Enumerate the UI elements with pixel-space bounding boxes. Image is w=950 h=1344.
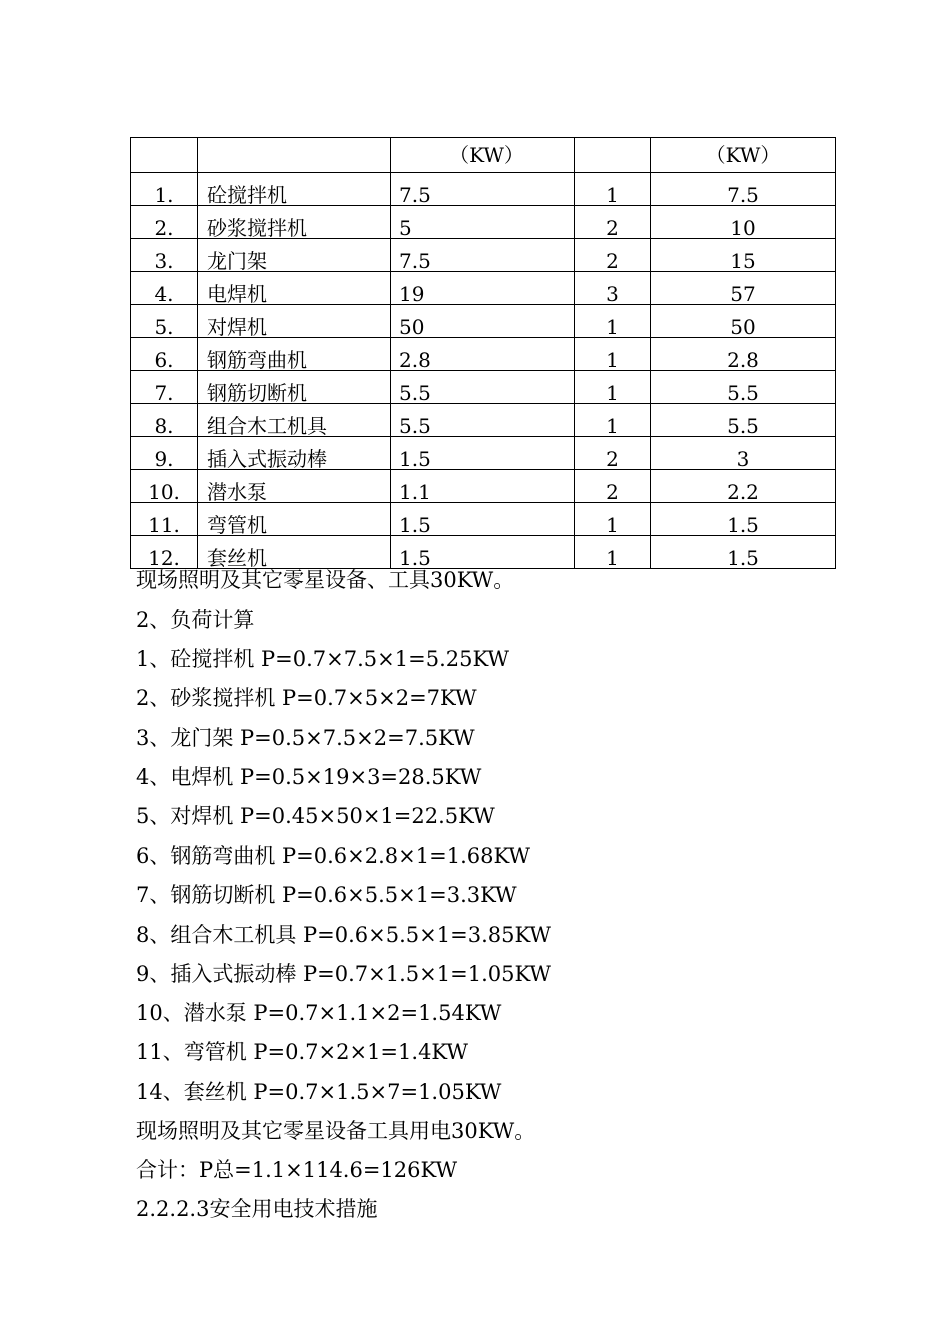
equipment-name-cell: 钢筋弯曲机 bbox=[198, 338, 391, 371]
row-number-cell: 5. bbox=[131, 305, 198, 338]
header-cell-quantity bbox=[575, 138, 651, 173]
calc-line-10: 10、潜水泵 P=0.7×1.1×2=1.54KW bbox=[136, 1001, 502, 1025]
total-power-cell: 57 bbox=[651, 272, 836, 305]
quantity-cell: 1 bbox=[575, 404, 651, 437]
calc-line-4: 4、电焊机 P=0.5×19×3=28.5KW bbox=[136, 765, 482, 789]
calc-line-3: 3、龙门架 P=0.5×7.5×2=7.5KW bbox=[136, 726, 475, 750]
calc-line-5: 5、对焊机 P=0.45×50×1=22.5KW bbox=[136, 804, 495, 828]
equipment-name-cell: 砼搅拌机 bbox=[198, 173, 391, 206]
equipment-name-cell: 对焊机 bbox=[198, 305, 391, 338]
total-power-cell: 2.8 bbox=[651, 338, 836, 371]
row-number-cell: 1. bbox=[131, 173, 198, 206]
rated-power-cell: 5.5 bbox=[391, 371, 575, 404]
table-row bbox=[131, 338, 836, 371]
total-power-cell: 7.5 bbox=[651, 173, 836, 206]
table-row bbox=[131, 239, 836, 272]
row-number-cell: 10. bbox=[131, 470, 198, 503]
table-row bbox=[131, 437, 836, 470]
total-line: 合计：P总=1.1×114.6=126KW bbox=[136, 1158, 458, 1182]
row-number-cell: 3. bbox=[131, 239, 198, 272]
rated-power-cell: 5.5 bbox=[391, 404, 575, 437]
table-row bbox=[131, 371, 836, 404]
rated-power-cell: 1.5 bbox=[391, 536, 575, 569]
total-power-cell: 1.5 bbox=[651, 536, 836, 569]
equipment-table-body bbox=[131, 138, 836, 569]
quantity-cell: 2 bbox=[575, 437, 651, 470]
calc-line-2: 2、砂浆搅拌机 P=0.7×5×2=7KW bbox=[136, 686, 477, 710]
total-power-cell: 50 bbox=[651, 305, 836, 338]
equipment-name-cell: 砂浆搅拌机 bbox=[198, 206, 391, 239]
row-number-cell: 12. bbox=[131, 536, 198, 569]
rated-power-cell: 2.8 bbox=[391, 338, 575, 371]
equipment-name-cell: 弯管机 bbox=[198, 503, 391, 536]
row-number-cell: 8. bbox=[131, 404, 198, 437]
row-number-cell: 7. bbox=[131, 371, 198, 404]
equipment-name-cell: 潜水泵 bbox=[198, 470, 391, 503]
row-number-cell: 9. bbox=[131, 437, 198, 470]
equipment-table bbox=[130, 137, 836, 569]
rated-power-cell: 19 bbox=[391, 272, 575, 305]
quantity-cell: 3 bbox=[575, 272, 651, 305]
quantity-cell: 1 bbox=[575, 503, 651, 536]
calc-line-11: 11、弯管机 P=0.7×2×1=1.4KW bbox=[136, 1040, 468, 1064]
total-power-cell: 15 bbox=[651, 239, 836, 272]
total-power-cell: 3 bbox=[651, 437, 836, 470]
rated-power-cell: 1.1 bbox=[391, 470, 575, 503]
row-number-cell: 4. bbox=[131, 272, 198, 305]
table-row bbox=[131, 173, 836, 206]
calc-line-8: 8、组合木工机具 P=0.6×5.5×1=3.85KW bbox=[136, 923, 551, 947]
calc-line-9: 9、插入式振动棒 P=0.7×1.5×1=1.05KW bbox=[136, 962, 551, 986]
quantity-cell: 1 bbox=[575, 173, 651, 206]
calc-line-7: 7、钢筋切断机 P=0.6×5.5×1=3.3KW bbox=[136, 883, 517, 907]
table-row bbox=[131, 305, 836, 338]
calc-line-6: 6、钢筋弯曲机 P=0.6×2.8×1=1.68KW bbox=[136, 844, 530, 868]
rated-power-cell: 5 bbox=[391, 206, 575, 239]
total-power-cell: 1.5 bbox=[651, 503, 836, 536]
calc-line-1: 1、砼搅拌机 P=0.7×7.5×1=5.25KW bbox=[136, 647, 509, 671]
table-row bbox=[131, 272, 836, 305]
table-row bbox=[131, 206, 836, 239]
table-header-row bbox=[131, 138, 836, 173]
row-number-cell: 2. bbox=[131, 206, 198, 239]
table-row bbox=[131, 470, 836, 503]
header-cell-total: （KW） bbox=[651, 138, 836, 173]
rated-power-cell: 1.5 bbox=[391, 437, 575, 470]
calc-line-14: 14、套丝机 P=0.7×1.5×7=1.05KW bbox=[136, 1080, 502, 1104]
table-row bbox=[131, 404, 836, 437]
equipment-name-cell: 套丝机 bbox=[198, 536, 391, 569]
rated-power-cell: 7.5 bbox=[391, 239, 575, 272]
equipment-name-cell: 电焊机 bbox=[198, 272, 391, 305]
quantity-cell: 1 bbox=[575, 305, 651, 338]
quantity-cell: 2 bbox=[575, 206, 651, 239]
table-row bbox=[131, 536, 836, 569]
total-power-cell: 5.5 bbox=[651, 371, 836, 404]
equipment-name-cell: 组合木工机具 bbox=[198, 404, 391, 437]
quantity-cell: 2 bbox=[575, 239, 651, 272]
row-number-cell: 6. bbox=[131, 338, 198, 371]
header-cell-name bbox=[198, 138, 391, 173]
lighting-note: 现场照明及其它零星设备、工具30KW。 bbox=[136, 568, 515, 592]
quantity-cell: 2 bbox=[575, 470, 651, 503]
section-heading-load-calc: 2、负荷计算 bbox=[136, 608, 255, 632]
equipment-name-cell: 插入式振动棒 bbox=[198, 437, 391, 470]
quantity-cell: 1 bbox=[575, 371, 651, 404]
total-power-cell: 5.5 bbox=[651, 404, 836, 437]
rated-power-cell: 50 bbox=[391, 305, 575, 338]
rated-power-cell: 7.5 bbox=[391, 173, 575, 206]
total-power-cell: 10 bbox=[651, 206, 836, 239]
rated-power-cell: 1.5 bbox=[391, 503, 575, 536]
equipment-name-cell: 钢筋切断机 bbox=[198, 371, 391, 404]
equipment-name-cell: 龙门架 bbox=[198, 239, 391, 272]
lighting-total-note: 现场照明及其它零星设备工具用电30KW。 bbox=[136, 1119, 536, 1143]
section-heading-safety: 2.2.2.3安全用电技术措施 bbox=[136, 1197, 378, 1221]
header-cell-power: （KW） bbox=[391, 138, 575, 173]
quantity-cell: 1 bbox=[575, 536, 651, 569]
header-cell-number bbox=[131, 138, 198, 173]
quantity-cell: 1 bbox=[575, 338, 651, 371]
table-row bbox=[131, 503, 836, 536]
total-power-cell: 2.2 bbox=[651, 470, 836, 503]
row-number-cell: 11. bbox=[131, 503, 198, 536]
